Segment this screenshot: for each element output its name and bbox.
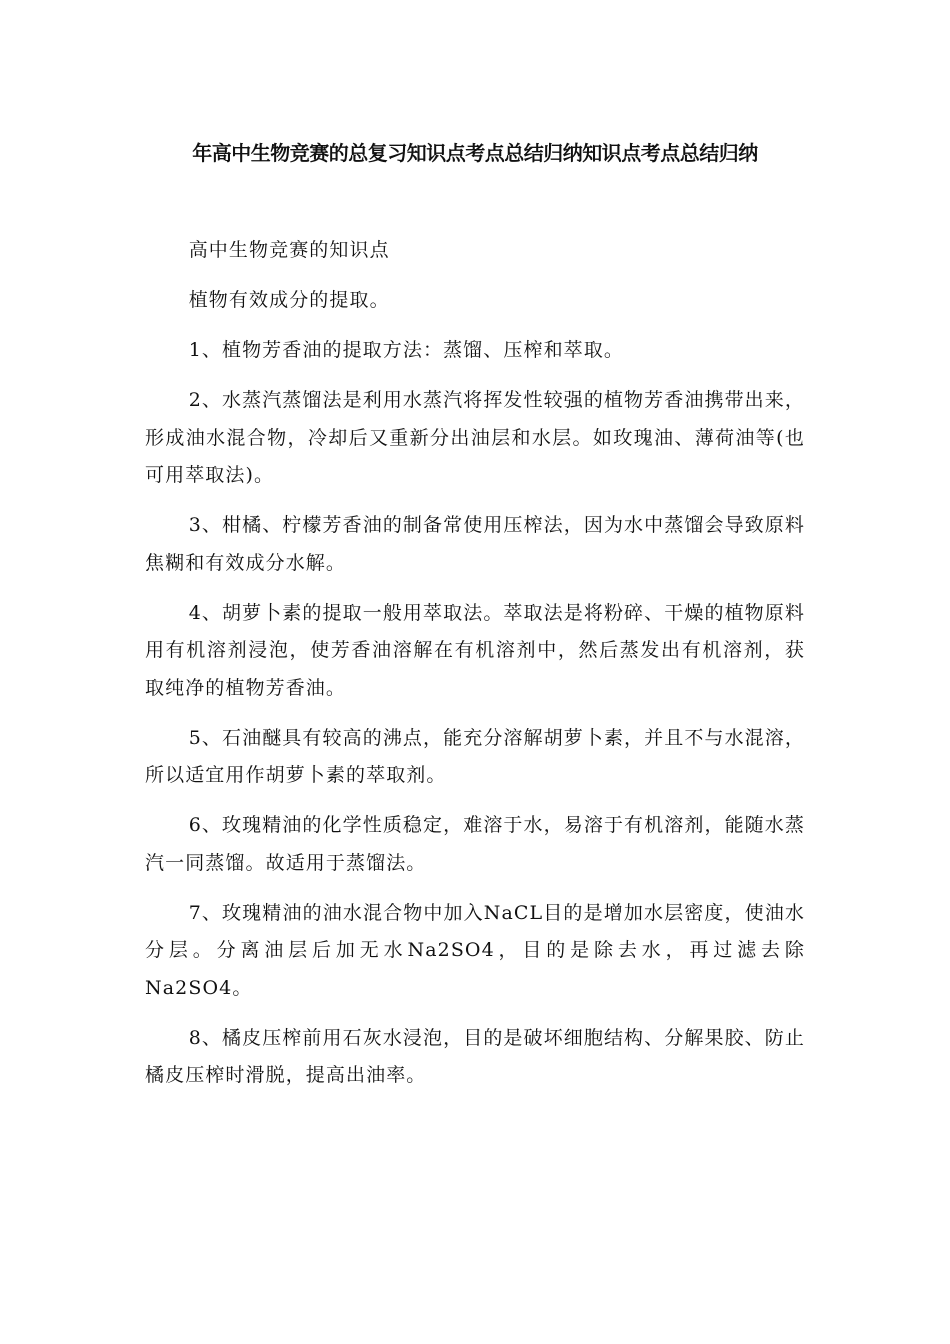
paragraph-item-7: 7、玫瑰精油的油水混合物中加入NaCL目的是增加水层密度，使油水分层。分离油层后加无水Na2SO4，目的是除去水，再过滤去除Na2SO4。 — [145, 901, 805, 999]
paragraph-item-8: 8、橘皮压榨前用石灰水浸泡，目的是破坏细胞结构、分解果胶、防止橘皮压榨时滑脱，提高出油率。 — [145, 1026, 805, 1086]
document-body — [145, 232, 805, 1107]
paragraph-item-6: 6、玫瑰精油的化学性质稳定，难溶于水，易溶于有机溶剂，能随水蒸汽一同蒸馏。故适用于蒸馏法。 — [145, 814, 805, 874]
paragraph-item-1: 1、植物芳香油的提取方法：蒸馏、压榨和萃取。 — [188, 339, 624, 361]
paragraph-item-5: 5、石油醚具有较高的沸点，能充分溶解胡萝卜素，并且不与水混溶，所以适宜用作胡萝卜素的萃取剂。 — [145, 726, 805, 786]
paragraph-heading: 高中生物竞赛的知识点 — [188, 239, 390, 261]
paragraph-item-3: 3、柑橘、柠檬芳香油的制备常使用压榨法，因为水中蒸馏会导致原料焦糊和有效成分水解。 — [145, 514, 805, 574]
document-title: 年高中生物竞赛的总复习知识点考点总结归纳知识点考点总结归纳 — [192, 141, 758, 165]
paragraph-item-4: 4、胡萝卜素的提取一般用萃取法。萃取法是将粉碎、干燥的植物原料用有机溶剂浸泡，使芳香油溶解在有机溶剂中，然后蒸发出有机溶剂，获取纯净的植物芳香油。 — [145, 601, 805, 699]
paragraph-item-2: 2、水蒸汽蒸馏法是利用水蒸汽将挥发性较强的植物芳香油携带出来，形成油水混合物，冷却后又重新分出油层和水层。如玫瑰油、薄荷油等(也可用萃取法)。 — [145, 389, 805, 486]
paragraph-subheading: 植物有效成分的提取。 — [188, 289, 390, 311]
